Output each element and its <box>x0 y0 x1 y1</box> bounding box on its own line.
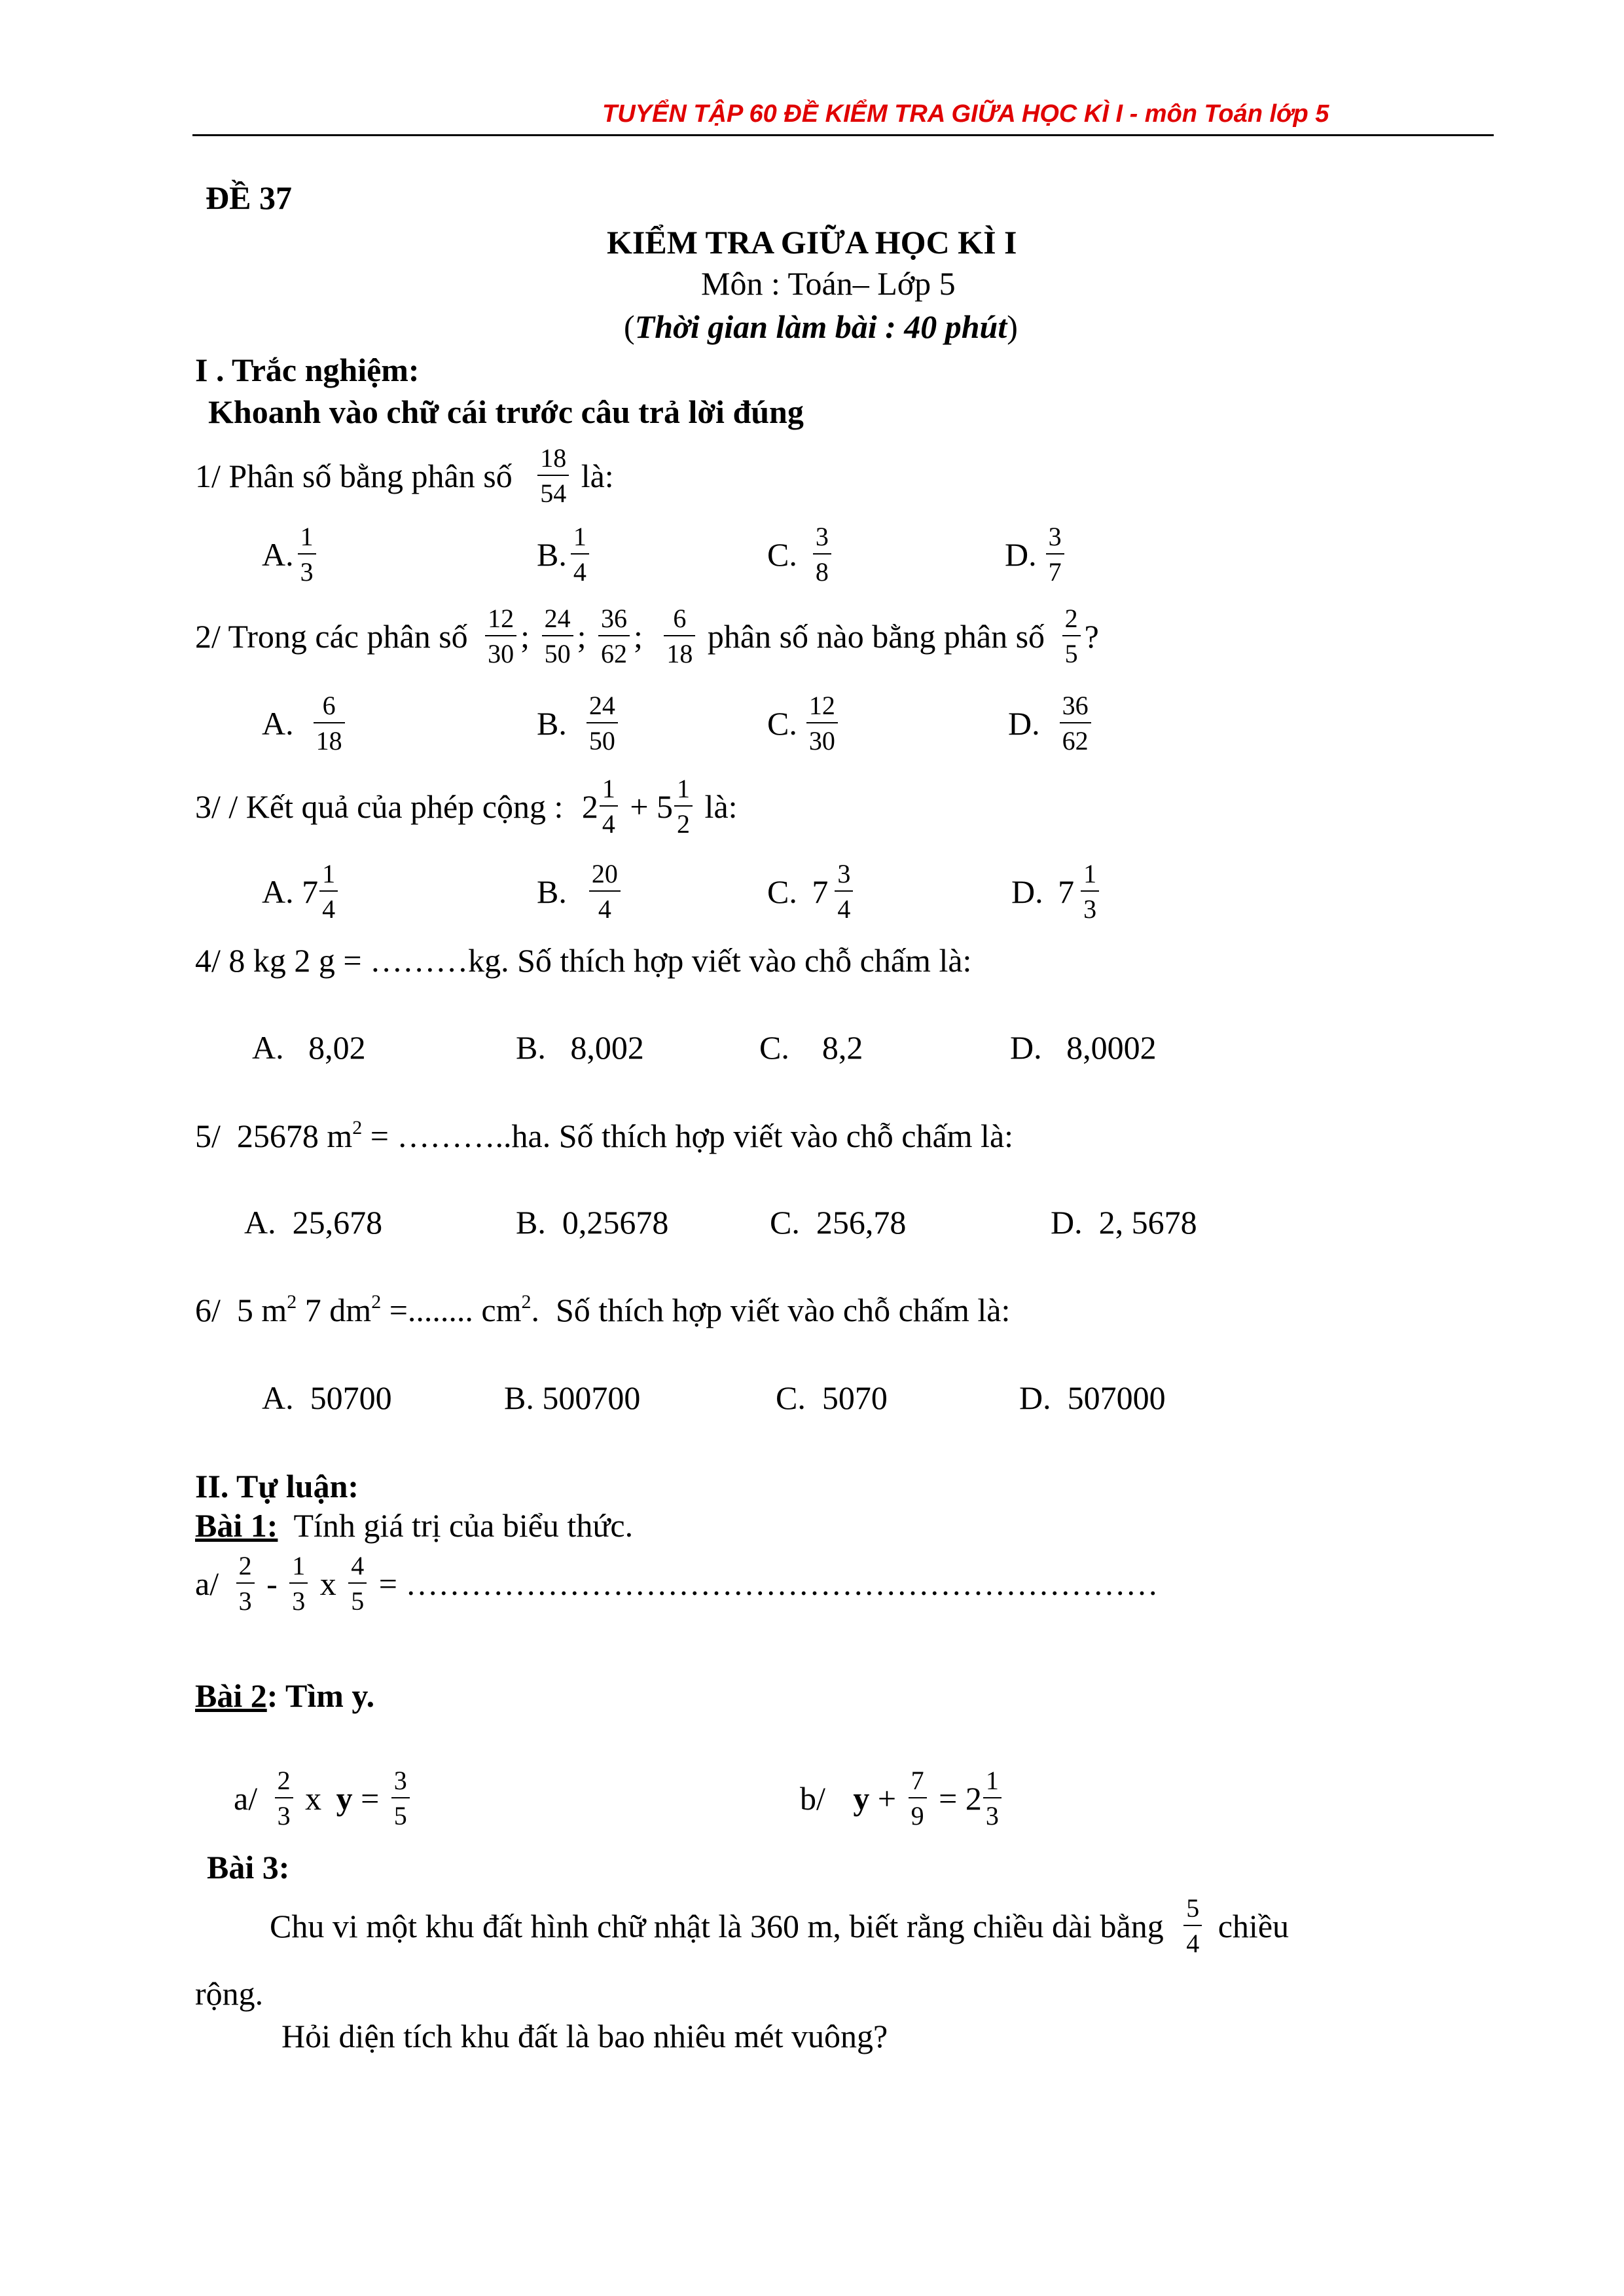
q1-a-den: 3 <box>298 553 316 585</box>
q3-option-b-frac <box>589 861 621 922</box>
q3-term2-frac <box>674 776 693 837</box>
question-1 <box>195 445 614 507</box>
bai2-a-f1-num: 2 <box>277 1766 291 1795</box>
q2-option-b-label: B. <box>537 705 567 742</box>
question-4: 4/ 8 kg 2 g = ………kg. Số thích hợp viết vào chỗ chấm là: <box>195 942 972 979</box>
bai3-label: Bài 3: <box>207 1849 290 1886</box>
q3-a-den: 4 <box>319 890 338 922</box>
bai2-b-plus: + <box>877 1780 897 1817</box>
bai1-f2-den: 3 <box>289 1582 308 1614</box>
q4-option-d: D. 8,0002 <box>1010 1029 1157 1066</box>
bai2-part-a <box>234 1768 414 1829</box>
q2-option-a <box>262 693 349 754</box>
q6-part2: 7 dm <box>297 1292 372 1328</box>
q1-frac-den: 54 <box>537 475 569 507</box>
bai2-label: Bài 2 <box>195 1677 267 1714</box>
q3-option-d <box>1011 861 1103 922</box>
q1-option-b-frac <box>571 524 589 585</box>
bai2-heading <box>195 1679 374 1712</box>
q2-target-den: 5 <box>1062 635 1081 667</box>
bai2-b-whole: 2 <box>965 1780 982 1817</box>
q3-c-num: 3 <box>837 859 851 888</box>
bai2-b-f2-num: 1 <box>985 1766 999 1795</box>
q2-fraction-2 <box>542 606 573 667</box>
bai2-part-b <box>800 1768 1005 1829</box>
q1-b-den: 4 <box>571 553 589 585</box>
q3-b-den: 4 <box>589 890 621 922</box>
q3-d-whole: 7 <box>1058 873 1075 910</box>
q3-c-whole: 7 <box>812 873 829 910</box>
q6-part3: =........ cm <box>381 1292 522 1328</box>
bai3-text-line2: rộng. <box>195 1975 264 2012</box>
q3-c-den: 4 <box>835 890 853 922</box>
q2-sep-3: ; <box>633 618 643 655</box>
q5-prefix: 5/ 25678 m <box>195 1118 353 1154</box>
bai2-a-x: x <box>305 1780 322 1817</box>
bai1-f3-den: 5 <box>348 1582 367 1614</box>
q1-option-a-label: A. <box>262 536 294 573</box>
q1-option-c <box>767 524 835 585</box>
bai1-fraction-3 <box>348 1553 367 1614</box>
bai2-a-fraction-2 <box>391 1768 410 1829</box>
bai2-b-label: b/ <box>800 1780 825 1817</box>
q6-option-d: D. 507000 <box>1019 1379 1166 1416</box>
question-2 <box>195 606 1099 667</box>
bai1-text: Tính giá trị của biểu thức. <box>278 1507 634 1544</box>
bai3-text1-end: chiều <box>1218 1908 1290 1944</box>
q3-t1-den: 4 <box>600 805 618 837</box>
q5-suffix: = ………..ha. Số thích hợp viết vào chỗ chấm là: <box>362 1118 1014 1154</box>
q1-option-a-frac <box>298 524 316 585</box>
q2-c-num: 12 <box>808 691 835 720</box>
bai2-a-eq: = <box>361 1780 380 1817</box>
bai2-var: y. <box>352 1677 375 1714</box>
bai1-f2-num: 1 <box>292 1551 306 1580</box>
q4-option-b: B. 8,002 <box>516 1029 644 1066</box>
exam-subject: Môn : Toán– Lớp 5 <box>701 265 956 302</box>
q2-a-den: 18 <box>314 722 345 754</box>
q2-fraction-1 <box>485 606 516 667</box>
q3-a-whole: 7 <box>302 873 319 910</box>
q1-option-b <box>537 524 593 585</box>
q1-c-den: 8 <box>813 553 831 585</box>
q2-fraction-3 <box>598 606 630 667</box>
q2-d-den: 62 <box>1060 722 1091 754</box>
q2-f2-num: 24 <box>544 604 571 633</box>
part1-heading: I . Trắc nghiệm: <box>195 352 420 388</box>
q3-suffix: là: <box>704 788 738 825</box>
bai1-f1-den: 3 <box>236 1582 255 1614</box>
q3-option-a-label: A. <box>262 873 294 910</box>
q2-option-c-frac <box>806 693 838 754</box>
q3-term2-whole: 5 <box>657 788 674 825</box>
q3-option-b-label: B. <box>537 873 567 910</box>
q4-option-c: C. 8,2 <box>759 1029 863 1066</box>
bai2-b-y: y <box>853 1780 870 1817</box>
q2-middle: phân số nào bằng phân số <box>707 618 1045 655</box>
q2-f1-den: 30 <box>485 635 516 667</box>
q3-d-num: 1 <box>1083 859 1097 888</box>
q2-option-c-label: C. <box>767 705 797 742</box>
bai1-f3-num: 4 <box>351 1551 365 1580</box>
question-6 <box>195 1291 1011 1328</box>
bai2-a-y: y <box>336 1780 353 1817</box>
q2-f4-num: 6 <box>673 604 687 633</box>
bai3-text-line1 <box>270 1895 1289 1957</box>
q2-option-c <box>767 693 842 754</box>
bai1-a-label: a/ <box>195 1565 219 1602</box>
bai2-a-f1-den: 3 <box>275 1797 293 1829</box>
bai2-b-fraction-2 <box>983 1768 1001 1829</box>
q3-option-a <box>262 861 342 922</box>
q2-option-d <box>1008 693 1095 754</box>
q3-t1-num: 1 <box>602 774 615 803</box>
q3-prefix: 3/ / Kết quả của phép cộng : <box>195 788 564 825</box>
q1-option-d <box>1005 524 1068 585</box>
q6-sup3: 2 <box>521 1291 532 1313</box>
q2-option-b-frac <box>586 693 618 754</box>
q3-term1-frac <box>600 776 618 837</box>
q3-option-d-frac <box>1081 861 1099 922</box>
exam-time <box>624 310 1018 343</box>
q6-sup2: 2 <box>371 1291 382 1313</box>
bai2-b-f1-den: 9 <box>909 1797 927 1829</box>
q1-suffix: là: <box>581 458 614 494</box>
bai1-op2: x <box>319 1565 336 1602</box>
q6-part1: 6/ 5 m <box>195 1292 287 1328</box>
q1-option-d-frac <box>1046 524 1064 585</box>
q2-a-num: 6 <box>322 691 336 720</box>
q2-option-a-frac <box>314 693 345 754</box>
q3-plus: + <box>630 788 649 825</box>
q4-option-a: A. 8,02 <box>252 1029 366 1066</box>
running-header: TUYỂN TẬP 60 ĐỀ KIỂM TRA GIỮA HỌC KÌ I - môn Toán lớp 5 <box>602 100 1329 128</box>
q6-part4: . Số thích hợp viết vào chỗ chấm là: <box>531 1292 1011 1328</box>
q2-target-fraction <box>1062 606 1081 667</box>
q1-option-d-label: D. <box>1005 536 1037 573</box>
q5-option-c: C. 256,78 <box>770 1204 907 1241</box>
bai1-fraction-1 <box>236 1553 255 1614</box>
exam-title: KIỂM TRA GIỮA HỌC KÌ I <box>607 224 1017 261</box>
q3-b-num: 20 <box>591 859 618 888</box>
q3-option-b <box>537 861 624 922</box>
bai2-colon: : Tìm <box>266 1677 352 1714</box>
exam-time-text: Thời gian làm bài : 40 phút <box>634 308 1007 345</box>
q2-option-d-label: D. <box>1008 705 1040 742</box>
q3-a-num: 1 <box>322 859 336 888</box>
q3-d-den: 3 <box>1081 890 1099 922</box>
bai1-label: Bài 1: <box>195 1507 278 1544</box>
q2-f3-den: 62 <box>598 635 630 667</box>
question-3 <box>195 776 738 837</box>
q2-f4-den: 18 <box>664 635 695 667</box>
part1-instruction: Khoanh vào chữ cái trước câu trả lời đúng <box>208 393 804 430</box>
q2-fraction-4 <box>664 606 695 667</box>
q2-prefix: 2/ Trong các phân số <box>195 618 468 655</box>
part2-heading: II. Tự luận: <box>195 1468 359 1504</box>
q3-term1-whole: 2 <box>581 788 598 825</box>
bai3-frac-num: 5 <box>1186 1893 1200 1923</box>
bai1-expression <box>195 1553 1158 1614</box>
q1-c-num: 3 <box>815 522 829 551</box>
q6-sup1: 2 <box>287 1291 297 1313</box>
q3-option-c-frac <box>835 861 853 922</box>
q2-target-num: 2 <box>1064 604 1078 633</box>
bai2-a-f2-den: 5 <box>391 1797 410 1829</box>
bai1-answer-dots: = …………………………………………………………… <box>378 1565 1159 1602</box>
bai2-b-fraction-1 <box>909 1768 927 1829</box>
q2-option-b <box>537 693 622 754</box>
q2-b-den: 50 <box>586 722 618 754</box>
q3-t2-num: 1 <box>677 774 691 803</box>
q2-b-num: 24 <box>588 691 615 720</box>
bai3-frac-den: 4 <box>1183 1925 1202 1957</box>
exam-time-open: ( <box>624 308 635 345</box>
bai1-op1: - <box>266 1565 278 1602</box>
q2-sep-1: ; <box>520 618 530 655</box>
bai2-a-fraction-1 <box>275 1768 293 1829</box>
bai2-b-eq: = <box>939 1780 958 1817</box>
q5-option-b: B. 0,25678 <box>516 1204 669 1241</box>
q1-d-num: 3 <box>1048 522 1062 551</box>
exam-time-close: ) <box>1007 308 1018 345</box>
header-rule <box>192 134 1494 136</box>
q5-option-a: A. 25,678 <box>244 1204 383 1241</box>
bai2-b-f1-num: 7 <box>911 1766 924 1795</box>
q2-c-den: 30 <box>806 722 838 754</box>
q3-option-a-frac <box>319 861 338 922</box>
bai1-heading <box>195 1509 633 1542</box>
bai3-fraction <box>1183 1895 1202 1957</box>
exam-number: ĐỀ 37 <box>206 179 292 216</box>
q5-sup: 2 <box>352 1117 363 1139</box>
q1-option-a <box>262 524 320 585</box>
bai3-text1: Chu vi một khu đất hình chữ nhật là 360 m, biết rằng chiều dài bằng <box>270 1908 1164 1944</box>
bai2-b-f2-den: 3 <box>983 1797 1001 1829</box>
bai1-f1-num: 2 <box>238 1551 252 1580</box>
question-5 <box>195 1117 1014 1154</box>
q1-fraction <box>537 445 569 507</box>
q3-t2-den: 2 <box>674 805 693 837</box>
q2-option-a-label: A. <box>262 705 294 742</box>
q6-option-b: B. 500700 <box>504 1379 641 1416</box>
q5-option-d: D. 2, 5678 <box>1051 1204 1197 1241</box>
q2-f1-num: 12 <box>488 604 514 633</box>
q3-option-d-label: D. <box>1011 873 1043 910</box>
q2-sep-2: ; <box>577 618 586 655</box>
q1-b-num: 1 <box>573 522 586 551</box>
q2-option-d-frac <box>1060 693 1091 754</box>
bai3-question: Hỏi diện tích khu đất là bao nhiêu mét vuông? <box>281 2018 888 2054</box>
q1-option-c-frac <box>813 524 831 585</box>
q2-d-num: 36 <box>1062 691 1089 720</box>
q2-f2-den: 50 <box>542 635 573 667</box>
q6-option-c: C. 5070 <box>776 1379 888 1416</box>
q1-prefix: 1/ Phân số bằng phân số <box>195 458 513 494</box>
bai1-fraction-2 <box>289 1553 308 1614</box>
q6-option-a: A. 50700 <box>262 1379 392 1416</box>
q1-a-num: 1 <box>300 522 314 551</box>
q3-option-c-label: C. <box>767 873 797 910</box>
q1-d-den: 7 <box>1046 553 1064 585</box>
bai2-a-f2-num: 3 <box>393 1766 407 1795</box>
bai2-a-label: a/ <box>234 1780 258 1817</box>
q2-suffix: ? <box>1084 618 1099 655</box>
q1-option-c-label: C. <box>767 536 797 573</box>
q3-option-c <box>767 861 857 922</box>
q1-frac-num: 18 <box>540 443 567 473</box>
q1-option-b-label: B. <box>537 536 567 573</box>
q2-f3-num: 36 <box>600 604 627 633</box>
